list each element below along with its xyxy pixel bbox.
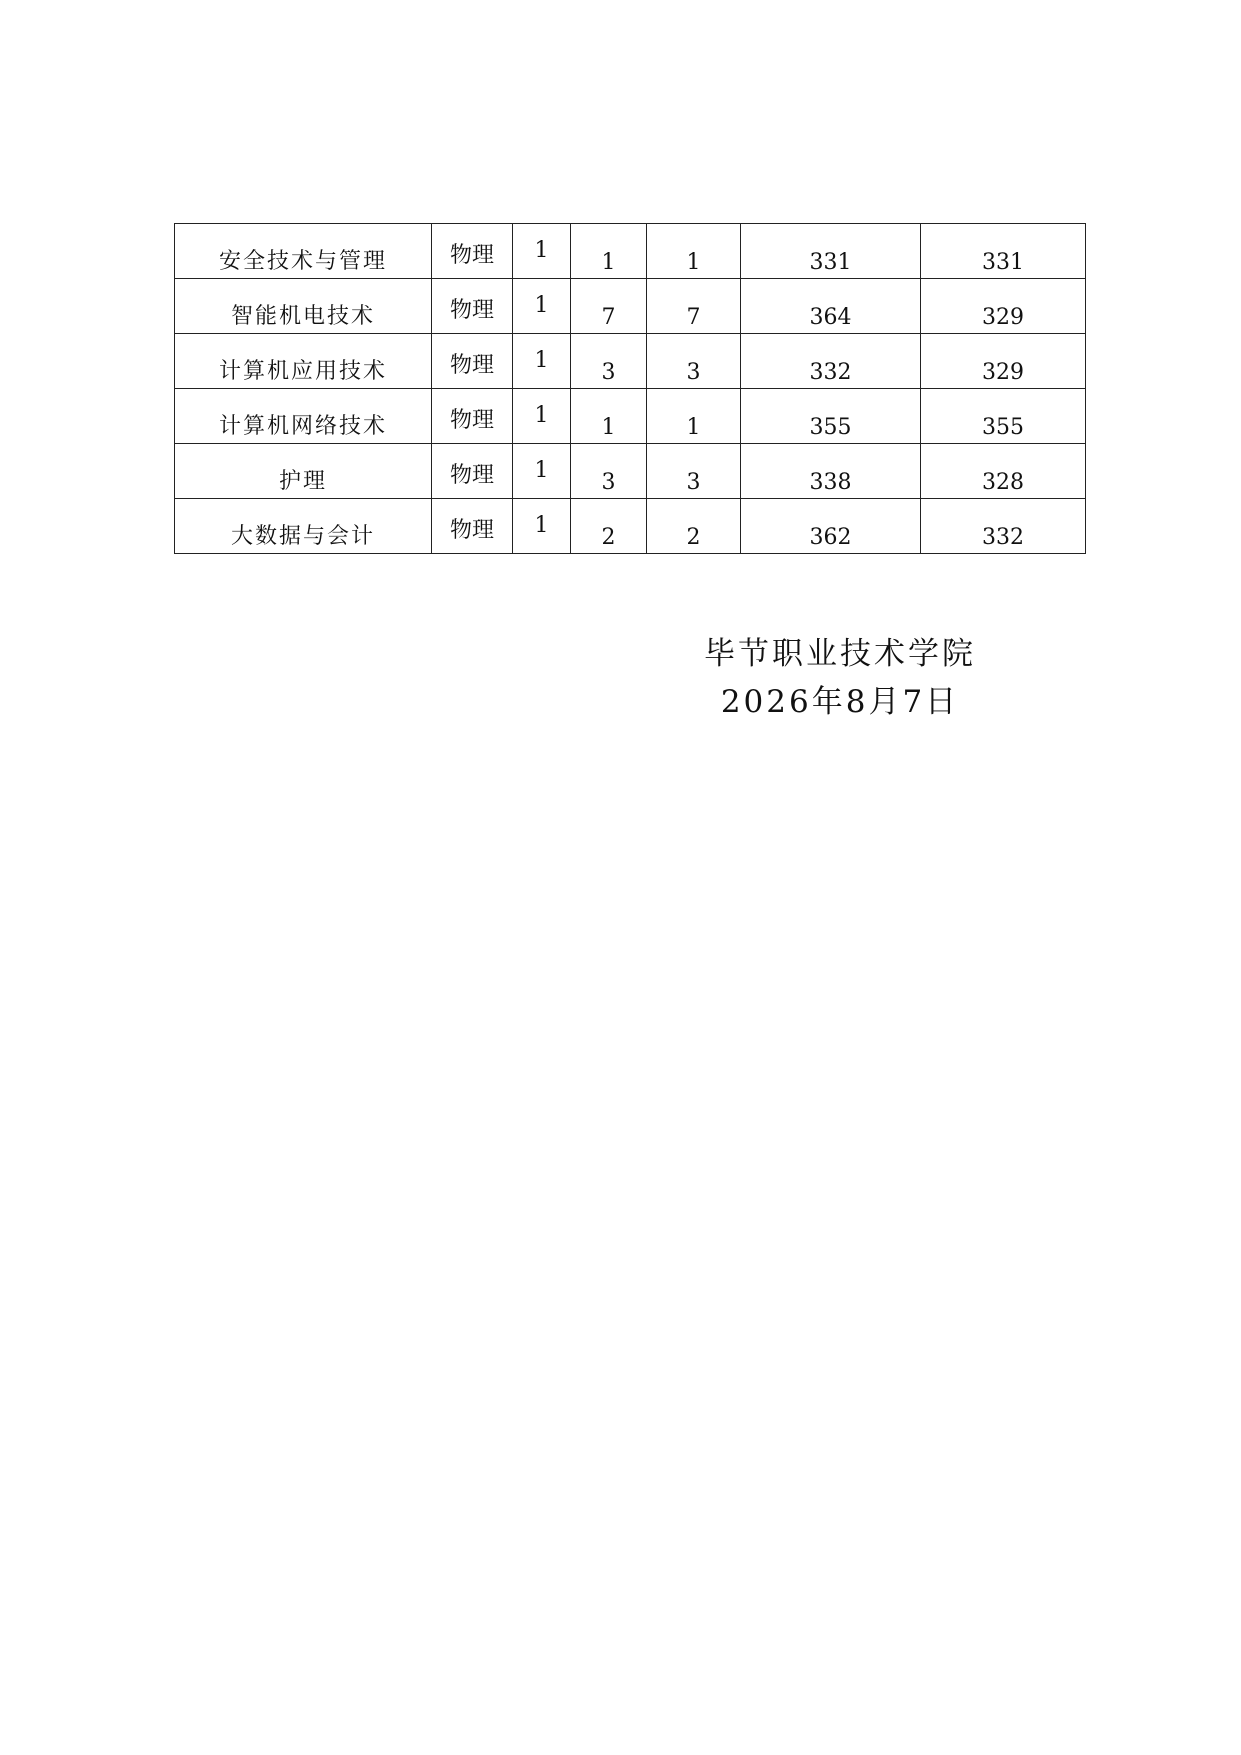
subject-cell: 物理 [432,499,513,554]
max-score-cell: 355 [741,389,921,444]
major-cell: 大数据与会计 [175,499,432,554]
subject-cell: 物理 [432,224,513,279]
admitted-cell: 1 [647,389,741,444]
admitted-cell: 3 [647,444,741,499]
min-score-cell: 328 [921,444,1086,499]
admitted-cell: 2 [647,499,741,554]
min-score-cell: 332 [921,499,1086,554]
signature-date: 2026年8月7日 [720,684,960,720]
max-score-cell: 362 [741,499,921,554]
max-score-cell: 364 [741,279,921,334]
enrolled-cell: 1 [571,224,647,279]
max-score-cell: 331 [741,224,921,279]
plan-cell: 1 [513,224,571,279]
major-cell: 安全技术与管理 [175,224,432,279]
major-cell: 智能机电技术 [175,279,432,334]
table-row [175,279,1086,334]
plan-cell: 1 [513,499,571,554]
max-score-cell: 338 [741,444,921,499]
admitted-cell: 1 [647,224,741,279]
admitted-cell: 7 [647,279,741,334]
min-score-cell: 355 [921,389,1086,444]
table-row [175,499,1086,554]
subject-cell: 物理 [432,444,513,499]
enrolled-cell: 3 [571,334,647,389]
subject-cell: 物理 [432,279,513,334]
table-row [175,334,1086,389]
subject-cell: 物理 [432,389,513,444]
plan-cell: 1 [513,279,571,334]
major-cell: 计算机应用技术 [175,334,432,389]
max-score-cell: 332 [741,334,921,389]
signature-block [690,630,990,726]
enrolled-cell: 2 [571,499,647,554]
table-row [175,224,1086,279]
enrolled-cell: 7 [571,279,647,334]
subject-cell: 物理 [432,334,513,389]
admitted-cell: 3 [647,334,741,389]
plan-cell: 1 [513,444,571,499]
enrolled-cell: 1 [571,389,647,444]
major-cell: 计算机网络技术 [175,389,432,444]
min-score-cell: 329 [921,334,1086,389]
admission-results-table [174,223,1086,554]
major-cell: 护理 [175,444,432,499]
plan-cell: 1 [513,334,571,389]
plan-cell: 1 [513,389,571,444]
min-score-cell: 329 [921,279,1086,334]
table-row [175,389,1086,444]
enrolled-cell: 3 [571,444,647,499]
min-score-cell: 331 [921,224,1086,279]
table-row [175,444,1086,499]
institution-name: 毕节职业技术学院 [704,636,976,672]
